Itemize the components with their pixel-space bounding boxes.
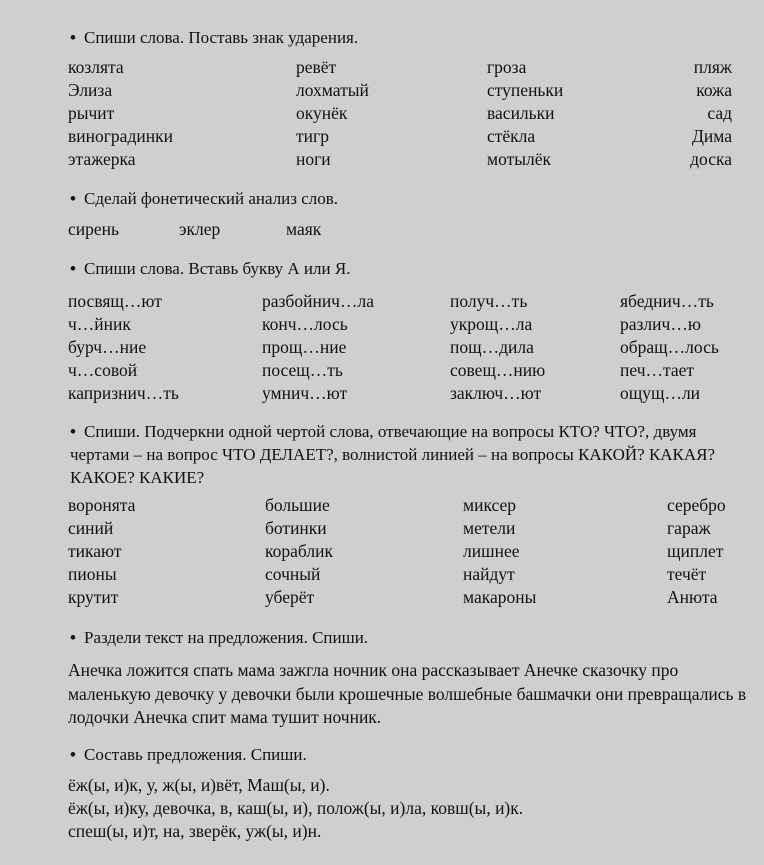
bullet-icon: •: [70, 259, 76, 278]
word: миксер: [463, 495, 517, 515]
task3-column-2: [262, 290, 374, 405]
task6-heading-text: Составь предложения. Спиши.: [84, 745, 307, 764]
word: гроза: [487, 57, 527, 77]
word: этажерка: [68, 149, 136, 169]
task4-column-1: [68, 494, 135, 609]
task1-column-1: [68, 56, 173, 171]
word: синий: [68, 518, 114, 538]
word: макароны: [463, 587, 537, 607]
task2-heading: [70, 187, 740, 210]
task1-word-table: [0, 56, 764, 172]
word: ботинки: [265, 518, 327, 538]
word: бурч…ние: [68, 337, 147, 357]
word: печ…тает: [620, 360, 695, 380]
task6-lines: [68, 774, 748, 843]
word: заключ…ют: [450, 383, 542, 403]
task3-column-1: [68, 290, 179, 405]
word: получ…ть: [450, 291, 528, 311]
task4-heading: [70, 420, 740, 489]
bullet-icon: •: [70, 189, 76, 208]
task5-heading-text: Раздели текст на предложения. Спиши.: [84, 628, 369, 647]
word: доска: [690, 149, 732, 169]
word: течёт: [667, 564, 707, 584]
task4-word-table: [0, 494, 764, 610]
task1-heading-text: Спиши слова. Поставь знак ударения.: [84, 28, 359, 47]
bullet-icon: •: [70, 745, 76, 764]
word: васильки: [487, 103, 555, 123]
task2-heading-text: Сделай фонетический анализ слов.: [84, 189, 339, 208]
word: конч…лось: [262, 314, 348, 334]
task3-word-table: [0, 290, 764, 406]
word: найдут: [463, 564, 515, 584]
word: Анюта: [667, 587, 718, 607]
bullet-icon: •: [70, 628, 76, 647]
word: разбойнич…ла: [262, 291, 374, 311]
word: Элиза: [68, 80, 113, 100]
word: сирень: [68, 219, 119, 239]
word: тигр: [296, 126, 329, 146]
word: капризнич…ть: [68, 383, 179, 403]
word: крутит: [68, 587, 119, 607]
word: сад: [707, 103, 732, 123]
word: обращ…лось: [620, 337, 719, 357]
sentence-line: ёж(ы, и)ку, девочка, в, каш(ы, и), полож(ы, и)ла, ковш(ы, и)к.: [68, 798, 524, 818]
word: совещ…нию: [450, 360, 546, 380]
task1-column-4: [690, 56, 732, 171]
word: воронята: [68, 495, 136, 515]
task5-text: Анечка ложится спать мама зажгла ночник она рассказывает Анечке сказочку про маленькую девочку у девочки были крошечные волшебные башмачки они превращались в лодочки Анечка спит мама тушит ночник.: [68, 660, 747, 727]
word: лишнее: [463, 541, 520, 561]
task4-heading-text: Спиши. Подчеркни одной чертой слова, отвечающие на вопросы КТО? ЧТО?, двумя чертами – на вопрос ЧТО ДЕЛАЕТ?, волнистой линией – на вопросы КАКОЙ? КАКАЯ? КАКОЕ? КАКИЕ?: [70, 422, 716, 487]
bullet-icon: •: [70, 422, 76, 441]
word: метели: [463, 518, 516, 538]
word: ощущ…ли: [620, 383, 701, 403]
sentence-line: спеш(ы, и)т, на, зверёк, уж(ы, и)н.: [68, 821, 322, 841]
word: лохматый: [296, 80, 369, 100]
word: различ…ю: [620, 314, 701, 334]
word: маяк: [286, 219, 322, 239]
word: кораблик: [265, 541, 333, 561]
word: пляж: [693, 57, 732, 77]
task4-column-4: [667, 494, 726, 609]
word: пощ…дила: [450, 337, 534, 357]
word: уберёт: [265, 587, 315, 607]
word: гараж: [667, 518, 711, 538]
word: рычит: [68, 103, 115, 123]
task1-heading: [70, 26, 740, 49]
bullet-icon: •: [70, 28, 76, 47]
word: большие: [265, 495, 330, 515]
task3-column-4: [620, 290, 719, 405]
word: посвящ…ют: [68, 291, 162, 311]
word: пионы: [68, 564, 117, 584]
task5-heading: [70, 626, 740, 649]
word: окунёк: [296, 103, 348, 123]
task6-heading: [70, 743, 740, 766]
word: сочный: [265, 564, 321, 584]
task3-column-3: [450, 290, 545, 405]
word: мотылёк: [487, 149, 552, 169]
word: ч…йник: [68, 314, 131, 334]
word: ноги: [296, 149, 331, 169]
word: виноградинки: [68, 126, 173, 146]
task3-heading-text: Спиши слова. Вставь букву А или Я.: [84, 259, 351, 278]
word: прощ…ние: [262, 337, 347, 357]
task4-column-2: [265, 494, 333, 609]
word: эклер: [179, 219, 221, 239]
word: щиплет: [667, 541, 724, 561]
task1-column-3: [487, 56, 563, 171]
task2-word-row: [0, 218, 764, 242]
word: ябеднич…ть: [620, 291, 714, 311]
word: стёкла: [487, 126, 536, 146]
task3-heading: [70, 257, 740, 280]
word: ступеньки: [487, 80, 564, 100]
word: умнич…ют: [262, 383, 348, 403]
word: Дима: [691, 126, 732, 146]
word: серебро: [667, 495, 726, 515]
word: посещ…ть: [262, 360, 343, 380]
task4-column-3: [463, 494, 536, 609]
word: тикают: [68, 541, 122, 561]
word: кожа: [696, 80, 732, 100]
word: ревёт: [296, 57, 337, 77]
sentence-line: ёж(ы, и)к, у, ж(ы, и)вёт, Маш(ы, и).: [68, 775, 330, 795]
word: укрощ…ла: [450, 314, 533, 334]
word: козлята: [68, 57, 124, 77]
word: ч…совой: [68, 360, 138, 380]
task1-column-2: [296, 56, 369, 171]
